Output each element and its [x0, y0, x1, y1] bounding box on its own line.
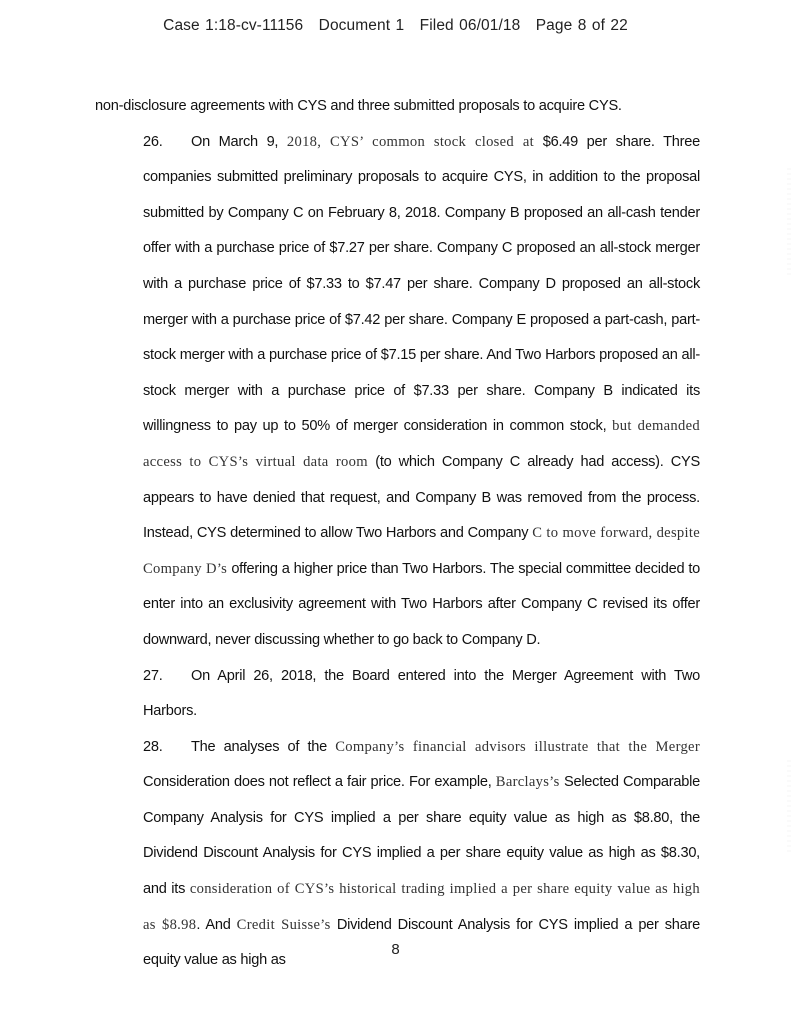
- continuation-text: non-disclosure agreements with CYS and three submitted proposals to acquire CYS.: [95, 98, 622, 114]
- scan-edge-artifact: [787, 168, 791, 278]
- text-segment: On April 26, 2018, the Board entered into the Merger Agreement with Two Harbors.: [143, 667, 700, 720]
- text-segment: $6.49 per share. Three companies submitted preliminary proposals to acquire CYS, in addition to the proposal submitted by Company C on February 8, 2018. Company B proposed an all-cash tender offer with a purchase price of $7.27 per share. Company C proposed an all-stock merger with a purchase price of $7.33 to $7.47 per share. Company D proposed an all-stock merger with a purchase price of $7.42 per share. Company E proposed a part-cash, part-stock merger with a purchase price of $7.15 per share. And Two Harbors proposed an all-stock merger with a purchase price of $7.33 per share. Company B indicated its willingness to pay up to 50% of merger consideration in common stock,: [143, 133, 700, 435]
- paragraph-number: 27.: [143, 667, 163, 684]
- page-indicator: Page 8 of 22: [535, 17, 628, 34]
- paragraph-26: [95, 125, 700, 659]
- text-segment: but demanded access to CYS’s virtual data room: [143, 418, 700, 470]
- document-number: Document 1: [318, 17, 405, 34]
- scan-edge-artifact: [787, 760, 791, 855]
- paragraph-number: 28.: [143, 738, 163, 755]
- page-header: [0, 17, 791, 35]
- text-segment: consideration of CYS’s historical trading implied a per share equity value as high as $8.98: [143, 881, 700, 933]
- text-segment: Consideration does not reflect a fair price. For example,: [143, 774, 496, 791]
- text-segment: Company’s financial advisors illustrate that the Merger: [335, 738, 700, 755]
- text-segment: The analyses of the: [191, 738, 336, 755]
- text-segment: offering a higher price than Two Harbors. The special committee decided to enter into an exclusivity agreement with Two Harbors after Company C revised its offer downward, never discussing whether to go back to Company D.: [143, 560, 701, 648]
- text-segment: 2018, CYS’ common stock closed at: [286, 133, 543, 150]
- filed-date: Filed 06/01/18: [419, 17, 521, 34]
- paragraph-number: 26.: [143, 133, 163, 150]
- text-segment: Credit Suisse’s: [236, 916, 337, 933]
- text-segment: Dividend Discount Analysis for CYS implied a per share equity value as high as: [143, 916, 700, 969]
- text-segment: (to which Company C already had access). CYS appears to have denied that request, and Company B was removed from the process. Instead, CYS determined to allow Two Harbors and Company: [143, 453, 700, 542]
- text-segment: On March 9,: [191, 133, 287, 150]
- page-number: 8: [391, 941, 400, 958]
- text-segment: Barclays’s: [495, 774, 564, 791]
- case-number: Case 1:18-cv-11156: [163, 17, 304, 34]
- document-body: [95, 89, 700, 979]
- text-segment: Selected Comparable Company Analysis for CYS implied a per share equity value as high as $8.80, the Dividend Discount Analysis for CYS implied a per share equity value as high as $8.30, and its: [143, 774, 700, 898]
- text-segment: C to move forward, despite Company D’s: [143, 525, 701, 577]
- text-segment: . And: [196, 916, 237, 933]
- paragraph-27: [95, 659, 700, 730]
